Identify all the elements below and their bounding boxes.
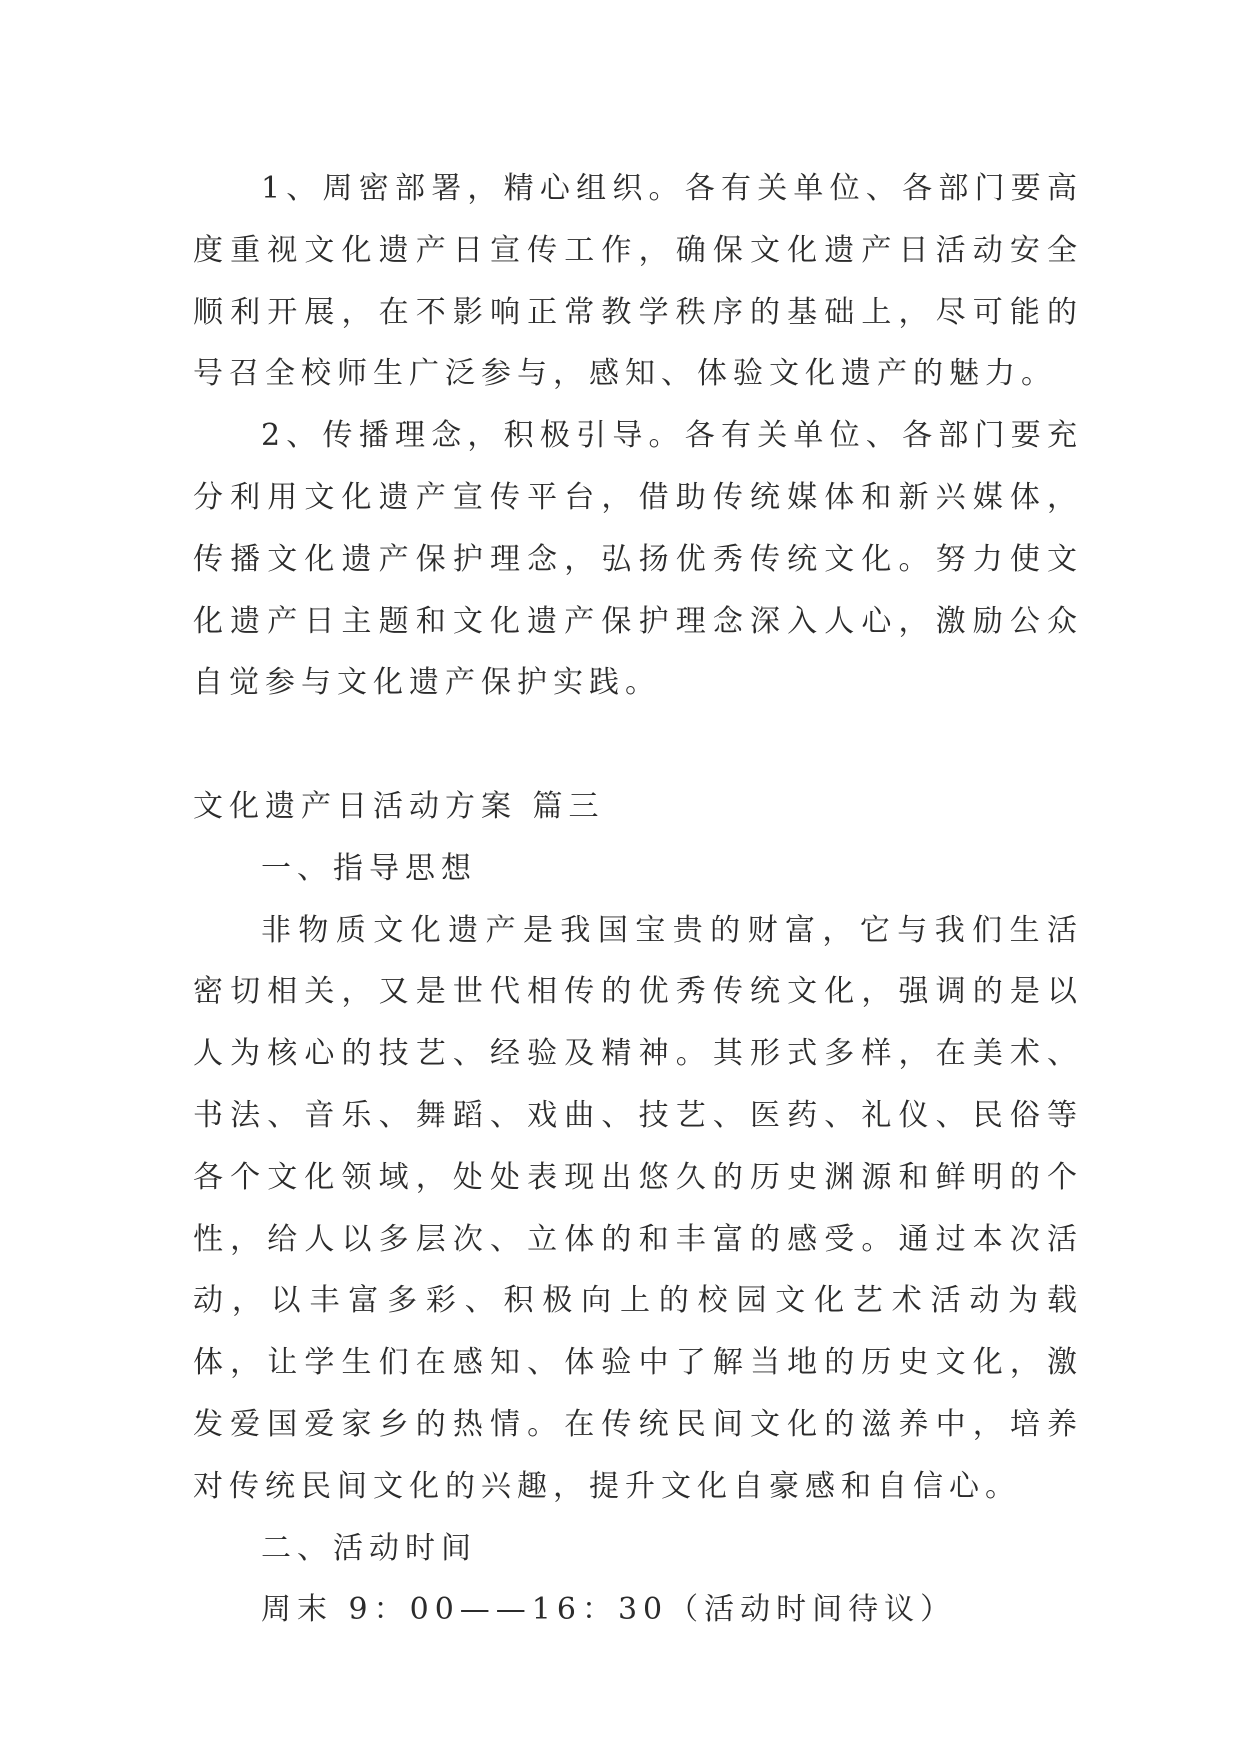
section-spacer bbox=[193, 714, 1083, 776]
paragraph-deployment: 1、周密部署，精心组织。各有关单位、各部门要高度重视文化遗产日宣传工作，确保文化遗产日活动安全顺利开展，在不影响正常教学秩序的基础上，尽可能的号召全校师生广泛参与，感知、体验文化遗产的魅力。 bbox=[193, 171, 1083, 392]
document-body bbox=[193, 158, 1083, 1641]
section-title: 文化遗产日活动方案 篇三 bbox=[193, 788, 605, 824]
heading-guiding-thought: 一、指导思想 bbox=[261, 850, 477, 886]
paragraph-activity-time: 周末 9：00——16：30（活动时间待议） bbox=[261, 1592, 957, 1628]
paragraph-guiding-thought: 非物质文化遗产是我国宝贵的财富，它与我们生活密切相关，又是世代相传的优秀传统文化，强调的是以人为核心的技艺、经验及精神。其形式多样，在美术、书法、音乐、舞蹈、戏曲、技艺、医药、礼仪、民俗等各个文化领域，处处表现出悠久的历史渊源和鲜明的个性，给人以多层次、立体的和丰富的感受。通过本次活动，以丰富多彩、积极向上的校园文化艺术活动为载体，让学生们在感知、体验中了解当地的历史文化，激发爱国爱家乡的热情。在传统民间文化的滋养中，培养对传统民间文化的兴趣，提升文化自豪感和自信心。 bbox=[193, 912, 1083, 1504]
heading-activity-time: 二、活动时间 bbox=[261, 1530, 477, 1566]
paragraph-promotion: 2、传播理念，积极引导。各有关单位、各部门要充分利用文化遗产宣传平台，借助传统媒体和新兴媒体，传播文化遗产保护理念，弘扬优秀传统文化。努力使文化遗产日主题和文化遗产保护理念深入人心，激励公众自觉参与文化遗产保护实践。 bbox=[193, 418, 1083, 701]
